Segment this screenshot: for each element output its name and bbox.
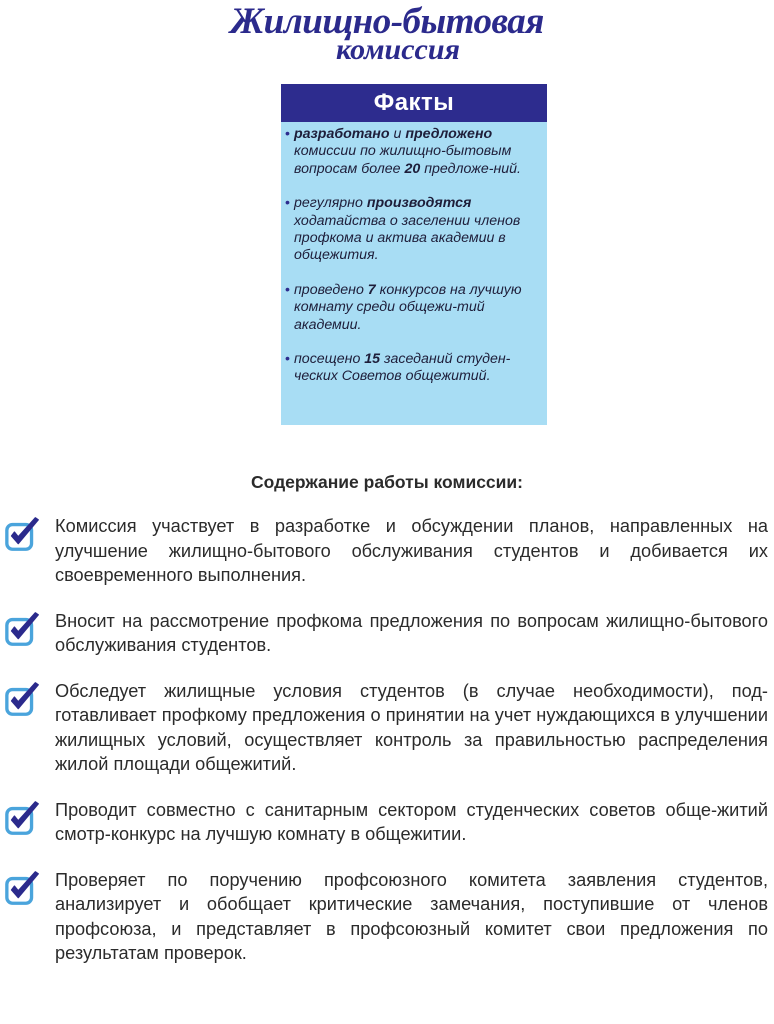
duty-text: Проверяет по поручению профсоюзного комитета заявления студентов, анализирует и обобщает критические замечания, поступившие от членов профсоюза, и представляет в профсоюзный комитет свои предложения по результатам проверок. — [55, 869, 768, 963]
fact-text: конкурсов на лучшую комнату среди общежи-тий академии. — [294, 281, 522, 333]
section-heading: Содержание работы комиссии: — [250, 472, 524, 492]
duty-item — [0, 798, 774, 847]
facts-list — [281, 122, 547, 386]
fact-emphasis: 20 — [404, 160, 421, 177]
fact-emphasis: предложено — [405, 126, 493, 142]
fact-emphasis: 7 — [367, 281, 376, 298]
fact-item — [285, 282, 533, 334]
checkbox-checked-icon — [4, 611, 42, 649]
fact-item — [285, 351, 533, 386]
bullet-icon: • — [285, 351, 290, 368]
fact-text: комиссии по жилищно-бытовым вопросам более — [294, 143, 512, 177]
page-subtitle: комиссия — [336, 33, 460, 66]
duty-text: Проводит совместно с санитарным сектором студенческих советов обще-житий смотр-конкурс на лучшую комнату в общежитии. — [55, 799, 768, 844]
fact-text: и — [389, 126, 406, 142]
page-title: Жилищно-бытовая — [230, 1, 544, 42]
fact-text: регулярно — [294, 195, 367, 212]
fact-item — [285, 195, 533, 265]
checkbox-checked-icon — [4, 870, 42, 908]
duty-text: Комиссия участвует в разработке и обсуждении планов, направленных на улучшение жилищно-бытового обслуживания студентов и добивается их своевременного выполнения. — [55, 516, 768, 585]
checkbox-checked-icon — [4, 516, 42, 554]
duty-item — [0, 609, 774, 658]
duty-text: Обследует жилищные условия студентов (в случае необходимости), под-готавливает профкому предложения о принятии на учет нуждающихся в улучшении жилищных условий, осуществляет контроль за правильностью распределения жилой площади общежитий. — [55, 680, 768, 774]
fact-text: посещено — [294, 351, 365, 368]
facts-heading: Факты — [281, 84, 547, 122]
checkbox-checked-icon — [4, 800, 42, 838]
bullet-icon: • — [285, 281, 290, 298]
fact-text: заседаний студен-ческих Советов общежитий. — [294, 351, 511, 385]
fact-emphasis: производятся — [366, 195, 472, 212]
checkbox-checked-icon — [4, 681, 42, 719]
fact-emphasis: разработано — [294, 126, 390, 142]
bullet-icon: • — [285, 126, 290, 142]
fact-text: проведено — [294, 281, 368, 298]
duty-text: Вносит на рассмотрение профкома предложения по вопросам жилищно-бытового обслуживания студентов. — [55, 610, 768, 655]
duty-item — [0, 514, 774, 588]
facts-box — [281, 84, 547, 425]
fact-text: ходатайства о заселении членов профкома и актива академии в общежития. — [294, 212, 521, 264]
bullet-icon: • — [285, 195, 290, 212]
duties-list — [0, 514, 774, 987]
fact-emphasis: 15 — [364, 351, 381, 368]
duty-item — [0, 868, 774, 966]
duty-item — [0, 679, 774, 777]
fact-item — [285, 126, 533, 178]
fact-text: предложе-ний. — [420, 160, 521, 177]
